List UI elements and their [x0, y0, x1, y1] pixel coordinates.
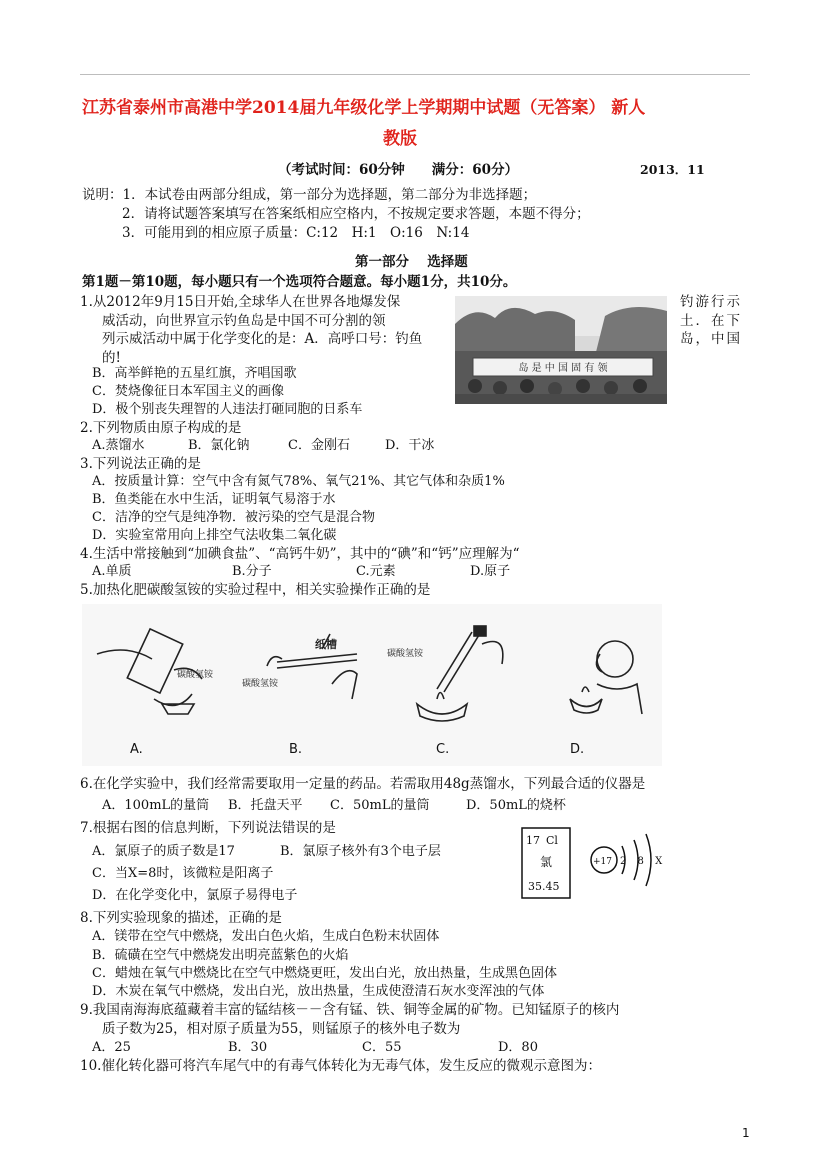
q8-stem: 8.下列实验现象的描述，正确的是	[80, 910, 282, 926]
q7-option-d: D．在化学变化中，氯原子易得电子	[92, 888, 298, 903]
banner-text: 岛 是 中 国 固 有 领	[518, 363, 608, 374]
q6-option-a: A．100mL的量筒	[102, 798, 210, 813]
q3-option-d: D．实验室常用向上排空气法收集二氧化碳	[92, 528, 337, 543]
q8-option-a: A．镁带在空气中燃烧，发出白色火焰，生成白色粉末状固体	[92, 929, 440, 944]
shell-electrons: 2 8 X	[620, 856, 664, 867]
q2-option-b: B．氯化钠	[188, 438, 250, 453]
exam-date: 2013．11	[640, 162, 705, 177]
doc-title-line2: 教版	[383, 129, 417, 149]
q1-right3: 岛，中国	[680, 331, 742, 347]
figure-a-option: A.	[130, 742, 143, 757]
q9-option-d: D．80	[498, 1040, 538, 1055]
figure-a-label: 碳酸氢铵	[177, 670, 214, 680]
q9-line2: 质子数为25，相对原子质量为55，则锰原子的核外电子数为	[102, 1021, 461, 1037]
q1-line4: 的!	[102, 350, 121, 366]
protest-photo	[455, 296, 667, 404]
q1-right2: 土．在下	[680, 313, 742, 329]
q7-option-b: B．氯原子核外有3个电子层	[280, 844, 441, 859]
q8-option-b: B．硫磺在空气中燃烧发出明亮蓝紫色的火焰	[92, 948, 349, 963]
q1-right1: 钓游行示	[680, 294, 742, 310]
q9-option-c: C．55	[362, 1040, 402, 1055]
note-3: 3．可能用到的相应原子质量：C:12 H:1 O:16 N:14	[122, 225, 470, 241]
q4-option-c: C.元素	[356, 564, 396, 579]
figure-c-icon	[417, 626, 503, 721]
q3-option-c: C．洁净的空气是纯净物．被污染的空气是混合物	[92, 510, 375, 525]
q4-option-a: A.单质	[92, 564, 132, 579]
q8-option-c: C．蜡烛在氧气中燃烧比在空气中燃烧更旺，发出白光，放出热量，生成黑色固体	[92, 966, 557, 981]
q1-line2: 威活动，向世界宣示钓鱼岛是中国不可分割的领	[102, 313, 386, 329]
q2-stem: 2.下列物质由原子构成的是	[80, 420, 242, 436]
figure-c-option: C.	[436, 742, 450, 757]
figure-b-trough-label: 纸槽	[315, 638, 337, 651]
q4-option-d: D.原子	[470, 564, 511, 579]
figure-b-icon	[267, 634, 357, 699]
q6-stem: 6.在化学实验中，我们经常需要取用一定量的药品。若需取用48g蒸馏水，下列最合适的仪器是	[80, 776, 646, 792]
q2-option-a: A.蒸馏水	[92, 438, 145, 453]
section-intro: 第1题－第10题，每小题只有一个选项符合题意。每小题1分，共10分。	[82, 274, 517, 290]
note-2: 2．请将试题答案填写在答案纸相应空格内，不按规定要求答题，本题不得分；	[122, 206, 590, 222]
page-number: 1	[742, 1126, 750, 1140]
q4-option-b: B.分子	[232, 564, 272, 579]
element-name: 氯	[540, 855, 553, 869]
q3-stem: 3.下列说法正确的是	[80, 456, 201, 472]
q1-option-d: D．极个别丧失理智的人违法打砸同胞的日系车	[92, 402, 363, 417]
q3-option-a: A．按质量计算：空气中含有氮气78%、氧气21%、其它气体和杂质1%	[92, 474, 505, 489]
q6-option-c: C．50mL的量筒	[330, 798, 430, 813]
q9-line1: 9.我国南海海底蕴藏着丰富的锰结核－－含有锰、铁、铜等金属的矿物。已知锰原子的核内	[80, 1002, 620, 1018]
element-symbol: Cl	[546, 834, 558, 847]
doc-title-line1: 江苏省泰州市高港中学2014届九年级化学上学期期中试题（无答案） 新人	[82, 98, 646, 118]
q2-option-c: C．金刚石	[288, 438, 350, 453]
figure-d-option: D.	[570, 742, 585, 757]
q9-option-b: B．30	[228, 1040, 268, 1055]
q8-option-d: D．木炭在氧气中燃烧，发出白光，放出热量，生成使澄清石灰水变浑浊的气体	[92, 984, 545, 999]
q9-option-a: A．25	[92, 1040, 131, 1055]
q2-option-d: D．干冰	[385, 438, 435, 453]
note-1: 说明：1．本试卷由两部分组成，第一部分为选择题，第二部分为非选择题；	[82, 187, 537, 203]
q1-option-c: C．焚烧像征日本军国主义的画像	[92, 384, 284, 399]
figure-b-option: B.	[289, 742, 303, 757]
section-title: 第一部分 选择题	[355, 254, 468, 270]
nucleus-charge: +17	[593, 857, 612, 867]
q7-option-c: C．当X=8时，该微粒是阳离子	[92, 866, 274, 881]
element-mass: 35.45	[528, 880, 560, 893]
q1-line1: 1.从2012年9月15日开始,全球华人在世界各地爆发保	[80, 294, 401, 310]
q1-line3: 列示威活动中属于化学变化的是：A．高呼口号：钓鱼	[102, 331, 423, 347]
q10-stem: 10.催化转化器可将汽车尾气中的有毒气体转化为无毒气体，发生反应的微观示意图为：	[80, 1058, 601, 1074]
q5-stem: 5.加热化肥碳酸氢铵的实验过程中，相关实验操作正确的是	[80, 582, 431, 598]
element-number: 17	[526, 834, 540, 847]
q4-stem: 4.生活中常接触到“加碘食盐”、“高钙牛奶”，其中的“碘”和“钙”应理解为“	[80, 546, 520, 562]
q6-option-d: D．50mL的烧杯	[466, 798, 566, 813]
q7-option-a: A．氯原子的质子数是17	[92, 844, 235, 859]
q1-option-b: B．高举鲜艳的五星红旗，齐唱国歌	[92, 366, 297, 381]
q6-option-b: B．托盘天平	[228, 798, 303, 813]
exam-info: （考试时间：60分钟 满分：60分）	[278, 162, 519, 178]
q7-stem: 7.根据右图的信息判断，下列说法错误的是	[80, 820, 336, 836]
figure-c-label: 碳酸氢铵	[387, 649, 424, 659]
figure-d-icon	[570, 641, 642, 714]
chlorine-info-figure	[516, 822, 664, 912]
figure-b-label: 碳酸氢铵	[242, 679, 279, 689]
q3-option-b: B．鱼类能在水中生活，证明氧气易溶于水	[92, 492, 336, 507]
top-rule	[80, 74, 750, 75]
